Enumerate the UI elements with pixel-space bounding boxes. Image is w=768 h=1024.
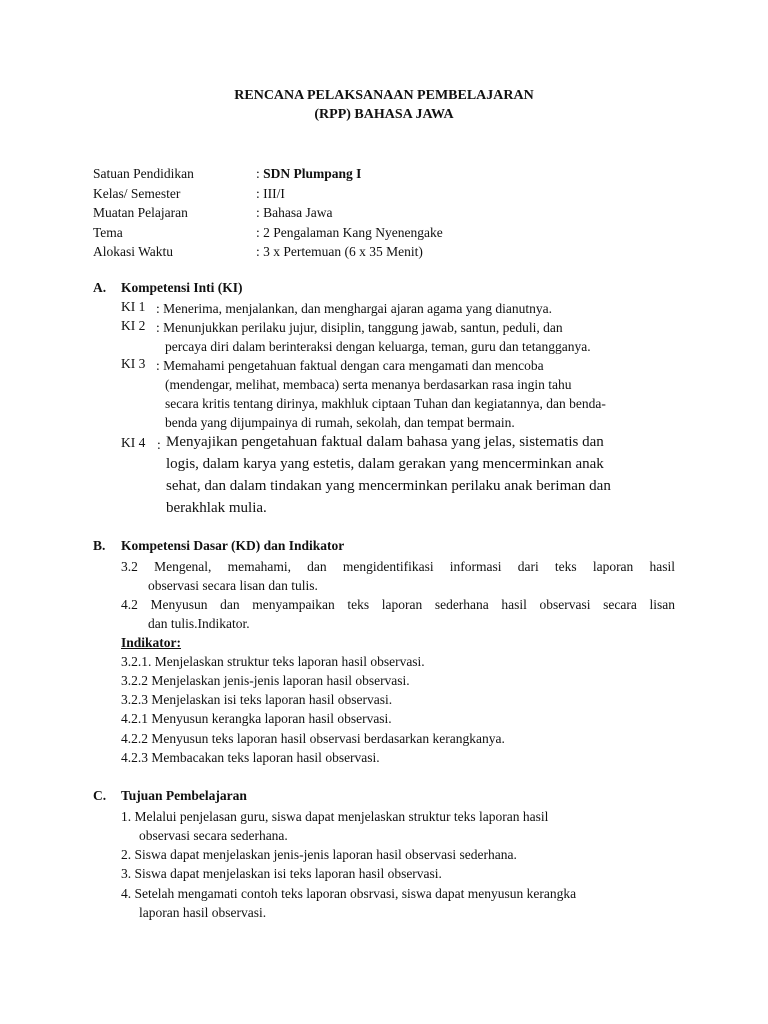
info-value: : 3 x Pertemuan (6 x 35 Menit) xyxy=(256,244,423,259)
info-value: : III/I xyxy=(256,185,285,201)
info-label: Alokasi Waktu xyxy=(93,244,174,259)
info-label: Tema xyxy=(93,224,123,240)
ki2-text: : Menunjukkan perilaku jujur, disiplin, tanggung jawab, santun, peduli, dan xyxy=(156,320,563,335)
section-b-heading: B. Kompetensi Dasar (KD) dan Indikator xyxy=(93,538,345,553)
tujuan-item: observasi secara sederhana. xyxy=(139,828,288,843)
tujuan-item: 4. Setelah mengamati contoh teks laporan obsrvasi, siswa dapat menyusun kerangka xyxy=(121,886,577,901)
indikator-item: 3.2.3 Menjelaskan isi teks laporan hasil observasi. xyxy=(121,692,393,707)
ki4-text: Menyajikan pengetahuan faktual dalam bahasa yang jelas, sistematis dan xyxy=(166,434,604,450)
ki4-text: sehat, dan dalam tindakan yang mencerminkan perilaku anak beriman dan xyxy=(166,478,611,494)
ki3-text: secara kritis tentang dirinya, makhluk ciptaan Tuhan dan kegiatannya, dan benda- xyxy=(165,396,606,411)
tujuan-item: 2. Siswa dapat menjelaskan jenis-jenis laporan hasil observasi sederhana. xyxy=(121,847,517,862)
info-value: : 2 Pengalaman Kang Nyenengake xyxy=(256,224,443,240)
document-subtitle: (RPP) BAHASA JAWA xyxy=(314,107,454,122)
indikator-item: 4.2.2 Menyusun teks laporan hasil observasi berdasarkan kerangkanya. xyxy=(121,731,505,746)
ki3-text: : Memahami pengetahuan faktual dengan cara mengamati dan mencoba xyxy=(156,358,544,373)
kd-text: observasi secara lisan dan tulis. xyxy=(148,578,318,593)
kd-text: 4.2 Menyusun dan menyampaikan teks laporan sederhana hasil observasi secara lisan xyxy=(121,597,675,612)
ki2-text: percaya diri dalam berinteraksi dengan keluarga, teman, guru dan tetangganya. xyxy=(165,339,591,354)
tujuan-item: 1. Melalui penjelasan guru, siswa dapat menjelaskan struktur teks laporan hasil xyxy=(121,809,549,824)
ki3-text: benda yang dijumpainya di rumah, sekolah, dan tempat bermain. xyxy=(165,415,515,430)
ki4-text: berakhlak mulia. xyxy=(166,500,267,516)
kd-text: 3.2 Mengenal, memahami, dan mengidentifikasi informasi dari teks laporan hasil xyxy=(121,559,675,574)
indikator-item: 3.2.1. Menjelaskan struktur teks laporan hasil observasi. xyxy=(121,654,425,669)
ki1-code: KI 1 xyxy=(121,299,146,314)
section-a-heading: A. Kompetensi Inti (KI) xyxy=(93,280,243,295)
tujuan-item: 3. Siswa dapat menjelaskan isi teks laporan hasil observasi. xyxy=(121,866,442,881)
ki3-code: KI 3 xyxy=(121,356,146,371)
ki1-text: : Menerima, menjalankan, dan menghargai ajaran agama yang dianutnya. xyxy=(156,301,552,316)
kd-text: dan tulis.Indikator. xyxy=(148,616,250,631)
ki4-text: logis, dalam karya yang estetis, dalam gerakan yang mencerminkan anak xyxy=(166,456,604,472)
ki4-code: KI 4 xyxy=(121,435,146,450)
ki4-colon: : xyxy=(157,437,161,452)
info-label: Kelas/ Semester xyxy=(93,185,181,201)
ki2-code: KI 2 xyxy=(121,318,146,333)
indikator-label: Indikator: xyxy=(121,635,182,650)
section-c-heading: C. Tujuan Pembelajaran xyxy=(93,788,247,803)
info-label: Muatan Pelajaran xyxy=(93,205,188,220)
indikator-item: 4.2.3 Membacakan teks laporan hasil observasi. xyxy=(121,750,380,765)
info-label: Satuan Pendidikan xyxy=(93,166,194,181)
document-title: RENCANA PELAKSANAAN PEMBELAJARAN xyxy=(234,88,534,103)
indikator-item: 4.2.1 Menyusun kerangka laporan hasil observasi. xyxy=(121,711,392,726)
indikator-item: 3.2.2 Menjelaskan jenis-jenis laporan hasil observasi. xyxy=(121,673,410,688)
ki3-text: (mendengar, melihat, membaca) serta menanya berdasarkan rasa ingin tahu xyxy=(165,377,572,392)
info-value: : Bahasa Jawa xyxy=(256,205,333,220)
info-value: : SDN Plumpang I xyxy=(256,166,362,181)
tujuan-item: laporan hasil observasi. xyxy=(139,905,267,920)
